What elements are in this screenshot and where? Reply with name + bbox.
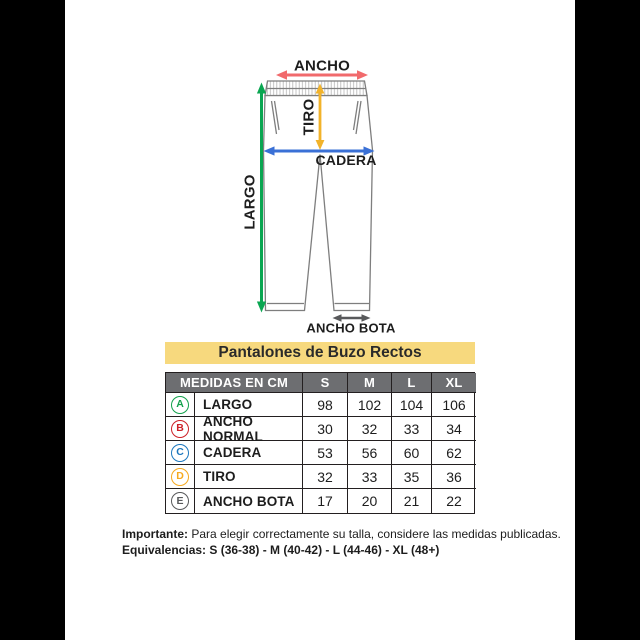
ancho-label: ANCHO bbox=[294, 57, 350, 75]
cell-tiro-s: 32 bbox=[303, 465, 348, 489]
cell-tiro-l: 35 bbox=[392, 465, 432, 489]
cell-largo-m: 102 bbox=[348, 393, 392, 417]
tiro-label: TIRO bbox=[300, 98, 318, 136]
cell-ancho-normal-s: 30 bbox=[303, 417, 348, 441]
cell-ancho-normal-l: 33 bbox=[392, 417, 432, 441]
cell-tiro-m: 33 bbox=[348, 465, 392, 489]
cell-ancho-normal-m: 32 bbox=[348, 417, 392, 441]
row-label-ancho-bota: ANCHO BOTA bbox=[195, 489, 303, 513]
table-row-key bbox=[166, 393, 195, 417]
row-label-ancho-normal: ANCHO NORMAL bbox=[195, 417, 303, 441]
cell-ancho-normal-xl: 34 bbox=[432, 417, 476, 441]
equivalences-note: Equivalencias: S (36-38) - M (40-42) - L (44-46) - XL (48+) bbox=[122, 542, 440, 557]
cell-tiro-xl: 36 bbox=[432, 465, 476, 489]
chart-title: Pantalones de Buzo Rectos bbox=[165, 342, 475, 364]
cell-ancho-bota-l: 21 bbox=[392, 489, 432, 513]
cell-cadera-s: 53 bbox=[303, 441, 348, 465]
column-header-size-xl: XL bbox=[432, 373, 476, 393]
cell-largo-s: 98 bbox=[303, 393, 348, 417]
cell-ancho-bota-xl: 22 bbox=[446, 493, 462, 509]
cell-cadera-xl: 62 bbox=[432, 441, 476, 465]
row-label-cadera: CADERA bbox=[195, 441, 303, 465]
cell-largo-xl: 106 bbox=[432, 393, 476, 417]
ancho-bota-label: ANCHO BOTA bbox=[306, 320, 396, 336]
row-label-tiro: TIRO bbox=[195, 465, 303, 489]
column-header-size-m: M bbox=[348, 373, 392, 393]
largo-label: LARGO bbox=[241, 174, 259, 230]
important-text: Para elegir correctamente su talla, considere las medidas publicadas. bbox=[188, 527, 561, 541]
column-header-measures: MEDIDAS EN CM bbox=[166, 373, 303, 393]
cell-cadera-m: 56 bbox=[348, 441, 392, 465]
column-header-size-l: L bbox=[392, 373, 432, 393]
cell-largo-l: 104 bbox=[392, 393, 432, 417]
row-label-largo: LARGO bbox=[195, 393, 303, 417]
table-row-key bbox=[166, 489, 195, 513]
cell-ancho-bota-s: 17 bbox=[303, 489, 348, 513]
table-row-key bbox=[166, 441, 195, 465]
badge-b: B bbox=[171, 420, 189, 438]
badge-d: D bbox=[171, 468, 189, 486]
table-row-key bbox=[166, 417, 195, 441]
pants-outline bbox=[264, 81, 373, 311]
cadera-label: CADERA bbox=[315, 152, 377, 168]
badge-e: E bbox=[171, 492, 189, 510]
cell-cadera-l: 60 bbox=[392, 441, 432, 465]
table-row-key bbox=[166, 465, 195, 489]
important-label: Importante: bbox=[122, 527, 188, 541]
badge-a: A bbox=[171, 396, 189, 414]
cell-ancho-bota-m: 20 bbox=[348, 489, 392, 513]
column-header-size-s: S bbox=[303, 373, 348, 393]
important-note bbox=[122, 527, 561, 543]
measurements-table bbox=[165, 372, 475, 514]
footer-notes bbox=[122, 527, 561, 558]
badge-c: C bbox=[171, 444, 189, 462]
